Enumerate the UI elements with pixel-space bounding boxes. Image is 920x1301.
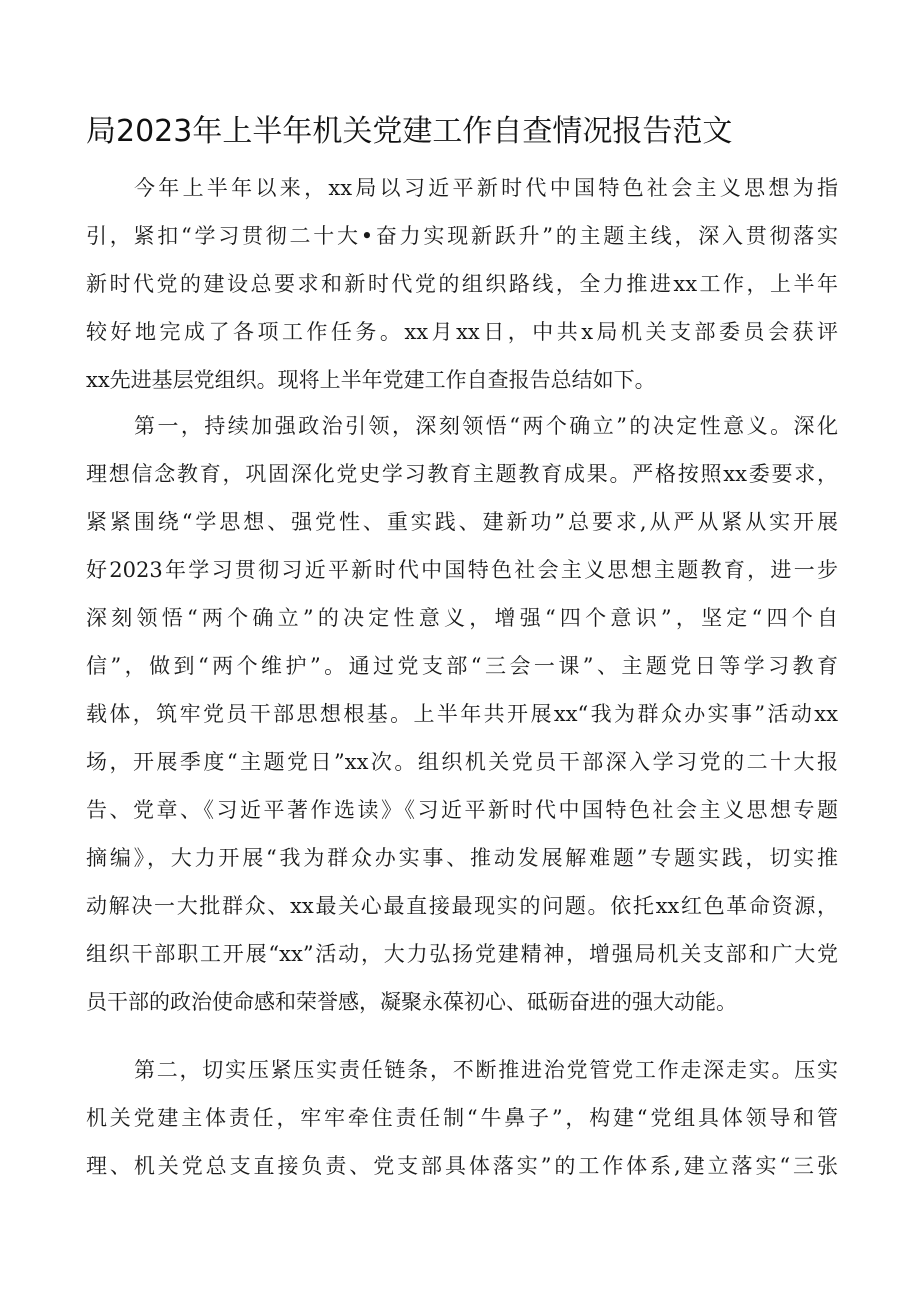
text-line: 机关党建主体责任，牢牢牵住责任制“牛鼻子”，构建“党组具体领导和管: [86, 1106, 838, 1130]
paragraph-intro: [86, 164, 838, 404]
text-line: 场，开展季度“主题党日”xx次。组织机关党员干部深入学习党的二十大报: [86, 750, 838, 774]
paragraph-section-2: [86, 1046, 838, 1190]
text-line: 紧紧围绕“学思想、强党性、重实践、建新功”总要求,从严从紧从实开展: [86, 510, 838, 534]
text-line: 好2023年学习贯彻习近平新时代中国特色社会主义思想主题教育，进一步: [86, 558, 838, 582]
text-line: 摘编》，大力开展“我为群众办实事、推动发展解难题”专题实践，切实推: [86, 846, 838, 870]
text-line: 动解决一大批群众、xx最关心最直接最现实的问题。依托xx红色革命资源，: [86, 894, 838, 918]
text-line: 员干部的政治使命感和荣誉感，凝聚永葆初心、砥砺奋进的强大动能。: [86, 990, 737, 1014]
text-line: 组织干部职工开展“xx”活动，大力弘扬党建精神，增强局机关支部和广大党: [86, 942, 838, 966]
paragraph-section-1: [86, 402, 838, 1026]
text-line: 引，紧扣“学习贯彻二十大•奋力实现新跃升”的主题主线，深入贯彻落实: [86, 224, 838, 248]
document-title: 局2023年上半年机关党建工作自查情况报告范文: [86, 114, 733, 149]
text-line: 第一，持续加强政治引领，深刻领悟“两个确立”的决定性意义。深化: [134, 414, 838, 438]
text-line: xx先进基层党组织。现将上半年党建工作自查报告总结如下。: [86, 368, 656, 392]
text-line: 信”，做到“两个维护”。通过党支部“三会一课”、主题党日等学习教育: [86, 654, 838, 678]
text-line: 新时代党的建设总要求和新时代党的组织路线，全力推进xx工作，上半年: [86, 272, 838, 296]
text-line: 深刻领悟“两个确立”的决定性意义，增强“四个意识”，坚定“四个自: [86, 606, 838, 630]
text-line: 今年上半年以来，xx局以习近平新时代中国特色社会主义思想为指: [134, 176, 838, 200]
text-line: 载体，筑牢党员干部思想根基。上半年共开展xx“我为群众办实事”活动xx: [86, 702, 838, 726]
text-line: 较好地完成了各项工作任务。xx月xx日，中共x局机关支部委员会获评: [86, 320, 838, 344]
text-line: 理、机关党总支直接负责、党支部具体落实”的工作体系,建立落实“三张: [86, 1154, 838, 1178]
text-line: 告、党章、《习近平著作选读》《习近平新时代中国特色社会主义思想专题: [86, 798, 838, 822]
text-line: 理想信念教育，巩固深化党史学习教育主题教育成果。严格按照xx委要求，: [86, 462, 838, 486]
text-line: 第二，切实压紧压实责任链条，不断推进治党管党工作走深走实。压实: [134, 1058, 838, 1082]
